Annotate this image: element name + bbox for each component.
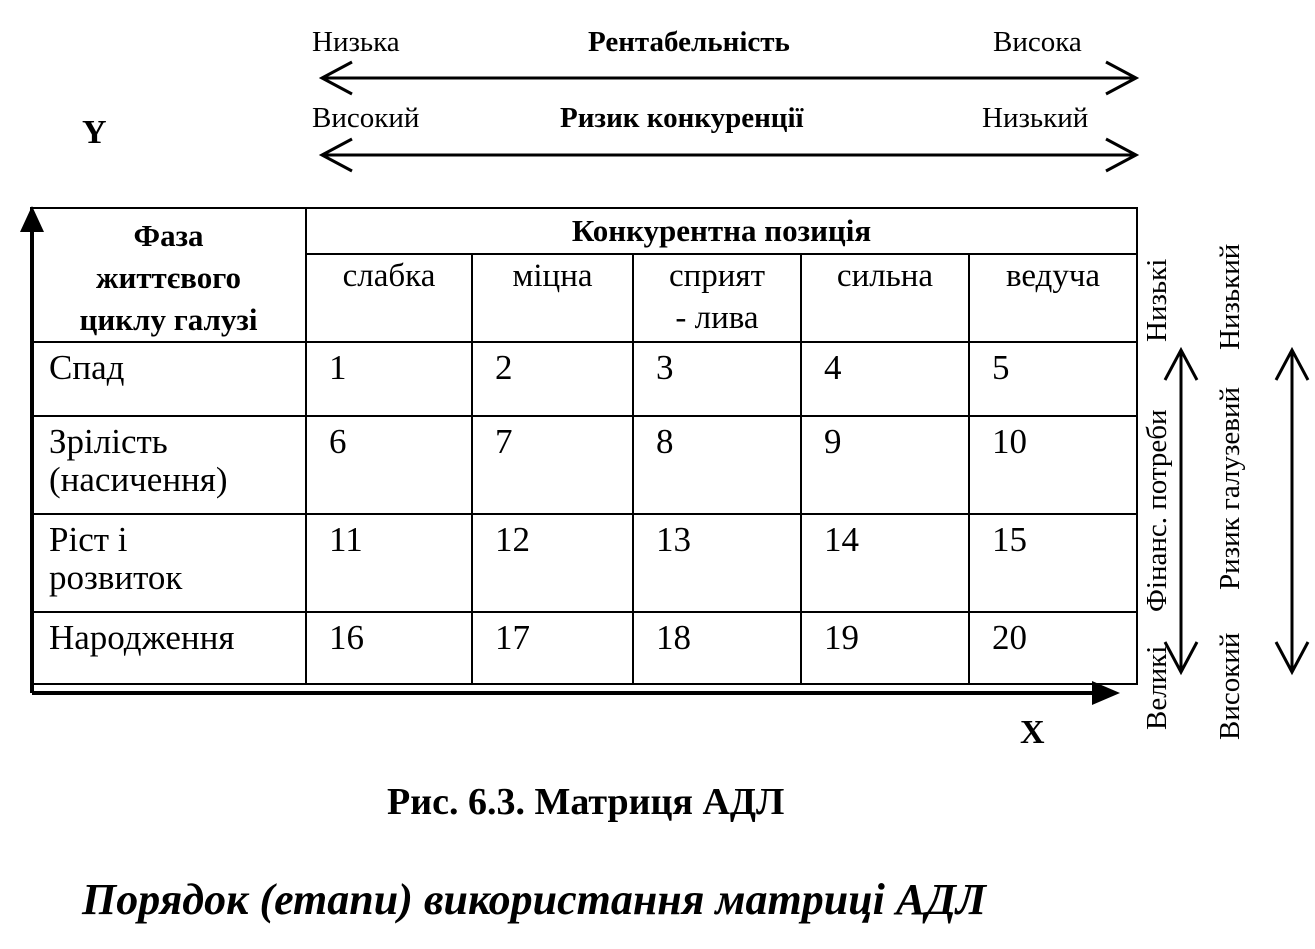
position-leading: ведуча (969, 254, 1137, 342)
matrix-cell: 15 (969, 514, 1137, 612)
financial-needs-title: Фінанс. потреби (1141, 409, 1173, 612)
phase-header: Фаза життєвого циклу галузі (31, 208, 306, 342)
competition-risk-arrow (322, 139, 1136, 171)
matrix-cell: 5 (969, 342, 1137, 416)
table-row (31, 514, 1137, 612)
matrix-cell: 16 (306, 612, 472, 684)
position-powerful: сильна (801, 254, 969, 342)
position-strong: міцна (472, 254, 633, 342)
position-weak: слабка (306, 254, 472, 342)
competition-risk-low-label: Низький (982, 102, 1089, 134)
competition-risk-title: Ризик конкуренції (560, 102, 804, 134)
table-row (31, 342, 1137, 416)
matrix-cell: 18 (633, 612, 801, 684)
industry-risk-arrow (1276, 350, 1308, 672)
matrix-cell: 8 (633, 416, 801, 514)
matrix-cell: 6 (306, 416, 472, 514)
section-heading: Порядок (етапи) використання матриці АДЛ (82, 875, 987, 924)
profitability-title: Рентабельність (588, 26, 790, 58)
matrix-cell: 3 (633, 342, 801, 416)
industry-risk-title: Ризик галузевий (1214, 386, 1246, 590)
industry-risk-low-label: Низький (1214, 243, 1246, 350)
matrix-cell: 7 (472, 416, 633, 514)
matrix-cell: 17 (472, 612, 633, 684)
x-axis-label: X (1020, 714, 1045, 751)
row-label-maturity: Зрілість (насичення) (31, 416, 306, 514)
matrix-cell: 2 (472, 342, 633, 416)
competitive-position-header: Конкурентна позиція (306, 208, 1137, 254)
row-label-birth: Народження (31, 612, 306, 684)
y-axis-label: Y (82, 114, 107, 151)
matrix-cell: 9 (801, 416, 969, 514)
profitability-arrow (322, 62, 1136, 94)
matrix-cell: 19 (801, 612, 969, 684)
financial-needs-high-label: Великі (1141, 645, 1173, 730)
profitability-low-label: Низька (312, 26, 400, 58)
row-label-growth: Ріст і розвиток (31, 514, 306, 612)
profitability-high-label: Висока (993, 26, 1082, 58)
matrix-cell: 10 (969, 416, 1137, 514)
table-row (31, 612, 1137, 684)
adl-matrix-table (30, 207, 1138, 685)
table-row (31, 416, 1137, 514)
matrix-cell: 11 (306, 514, 472, 612)
matrix-cell: 14 (801, 514, 969, 612)
financial-needs-low-label: Низькі (1141, 258, 1173, 342)
row-label-decline: Спад (31, 342, 306, 416)
industry-risk-high-label: Високий (1214, 632, 1246, 740)
matrix-cell: 4 (801, 342, 969, 416)
position-favorable: сприят - лива (633, 254, 801, 342)
competition-risk-high-label: Високий (312, 102, 420, 134)
matrix-cell: 13 (633, 514, 801, 612)
matrix-cell: 20 (969, 612, 1137, 684)
figure-caption: Рис. 6.3. Матриця АДЛ (387, 781, 785, 823)
matrix-cell: 1 (306, 342, 472, 416)
matrix-cell: 12 (472, 514, 633, 612)
